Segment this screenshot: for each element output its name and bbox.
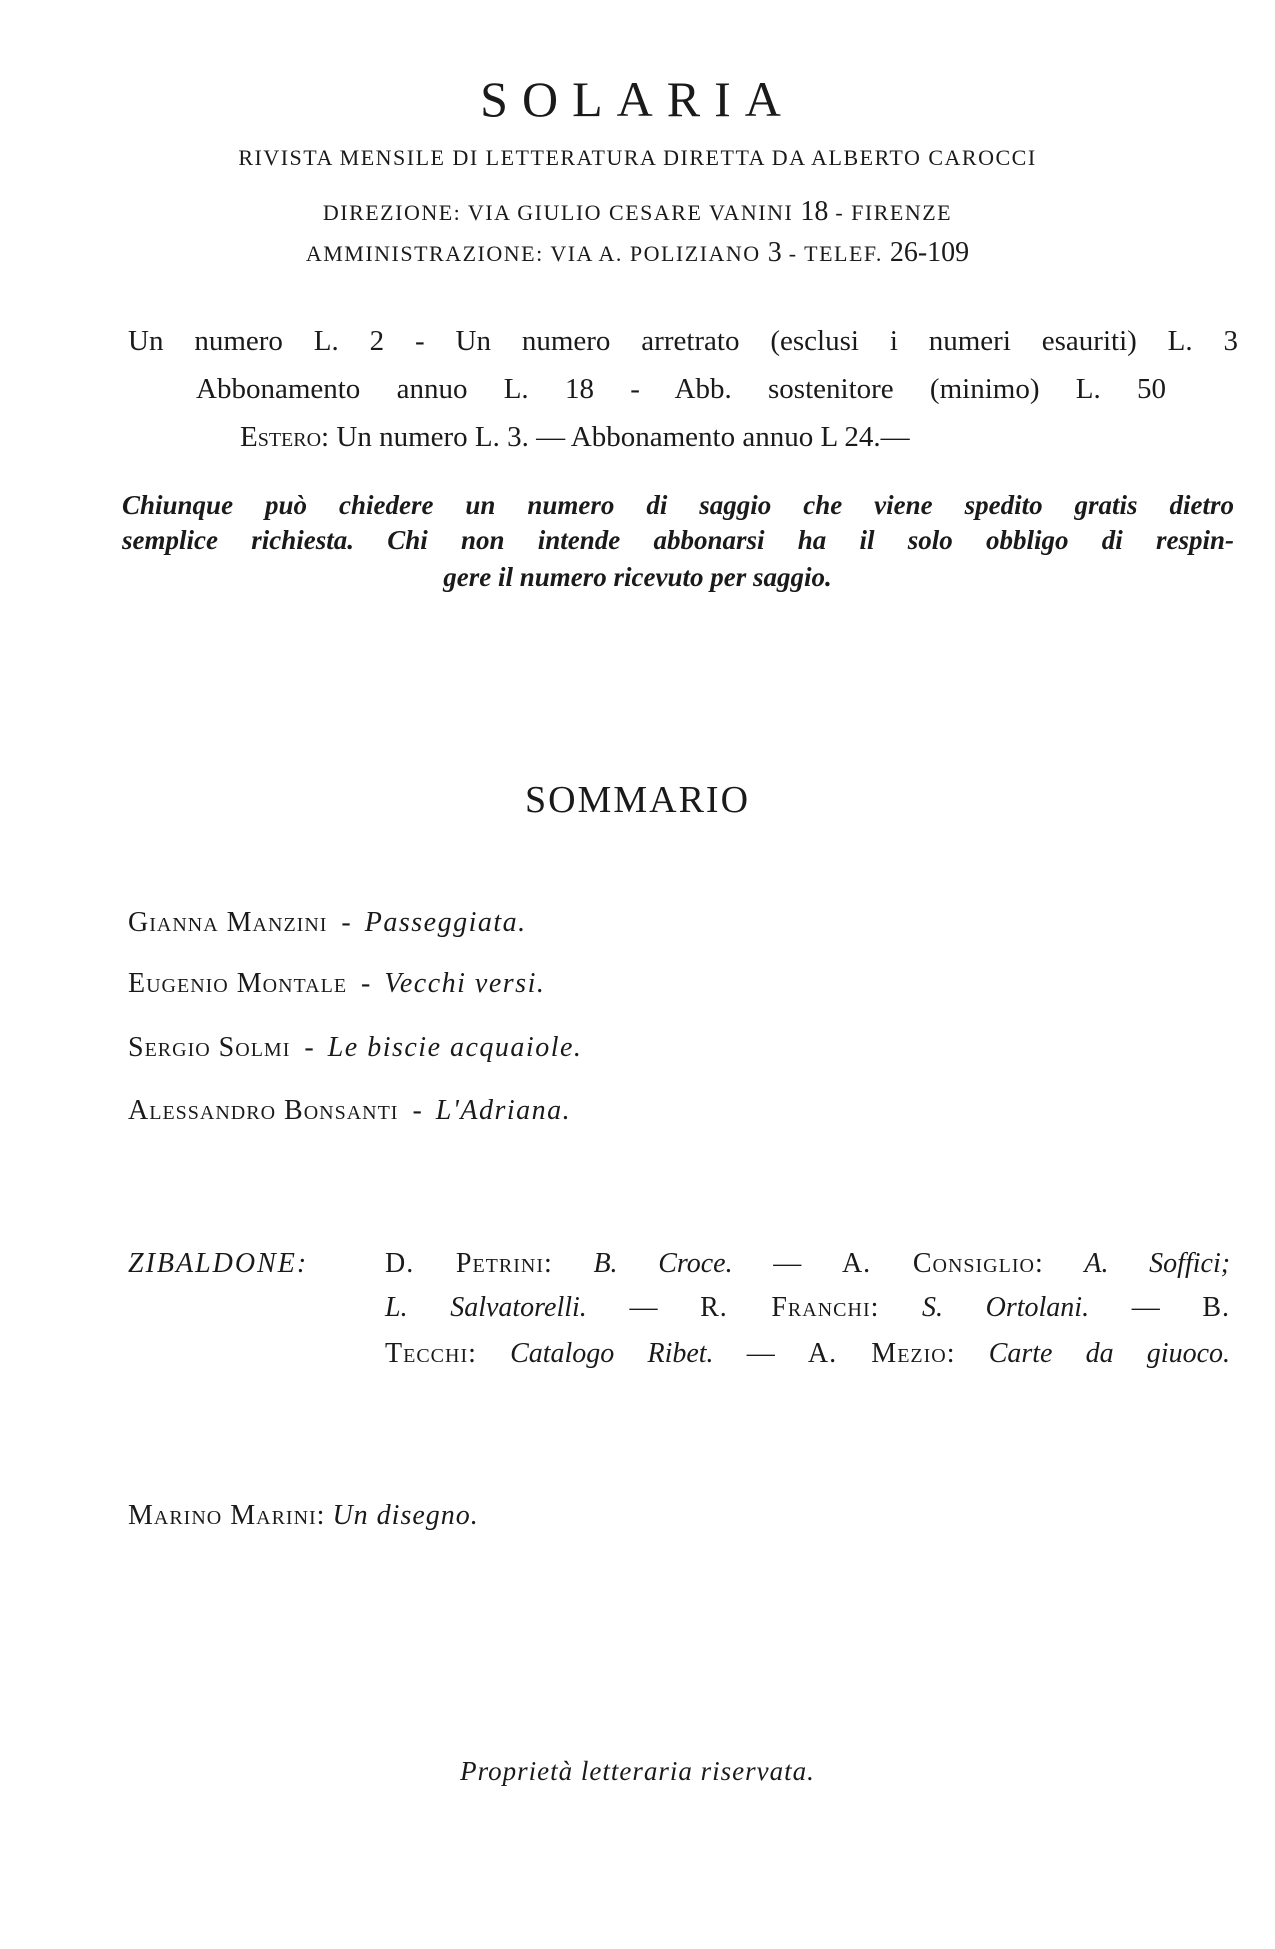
amministrazione-street: VIA A. POLIZIANO: [550, 241, 761, 266]
direzione-address: [0, 196, 1275, 228]
price-line-1: Un numero L. 2 - Un numero arretrato (esclusi i numeri esauriti) L. 3: [128, 325, 1238, 357]
estero-text: Un numero L. 3. — Abbonamento annuo L 24.—: [336, 421, 910, 453]
zibaldone-author-initial: B.: [1202, 1292, 1231, 1323]
toc-author: Sergio Solmi: [128, 1032, 291, 1063]
magazine-title: SOLARIA: [480, 71, 795, 127]
toc-entry: [128, 1095, 571, 1127]
zibaldone-work: S. Ortolani.: [922, 1292, 1090, 1323]
toc-separator: -: [412, 1095, 422, 1126]
zibaldone-author: L. Salvatorelli.: [385, 1292, 587, 1323]
zibaldone-dash: —: [746, 1338, 775, 1369]
toc-entry: [128, 907, 527, 939]
zibaldone-line-1: [385, 1248, 1230, 1280]
zibaldone-author: A. Mezio:: [807, 1338, 956, 1369]
zibaldone-work: Carte da giuoco.: [988, 1338, 1231, 1369]
zibaldone-author: D. Petrini:: [385, 1248, 553, 1279]
estero-label: Estero:: [240, 421, 330, 453]
telef-label: - TELEF.: [788, 241, 883, 266]
toc-work: Passeggiata.: [364, 907, 527, 938]
amministrazione-label: AMMINISTRAZIONE:: [305, 241, 544, 266]
notice-line-3: gere il numero ricevuto per saggio.: [443, 562, 832, 592]
zibaldone-work: A. Soffici;: [1084, 1248, 1231, 1279]
illustration-credit: [128, 1500, 479, 1532]
amministrazione-number: 3: [767, 237, 782, 268]
zibaldone-author: R. Franchi:: [700, 1292, 880, 1323]
toc-separator: -: [304, 1032, 314, 1063]
toc-author: Gianna Manzini: [128, 907, 328, 938]
magazine-subtitle: RIVISTA MENSILE DI LETTERATURA DIRETTA DA ALBERTO CAROCCI: [238, 145, 1037, 170]
direzione-number: 18: [800, 196, 829, 227]
zibaldone-line-3: [385, 1338, 1230, 1370]
notice-line-2: semplice richiesta. Chi non intende abbonarsi ha il solo obbligo di respin-: [122, 525, 1234, 555]
zibaldone-dash: —: [1131, 1292, 1160, 1323]
telef-number: 26-109: [889, 237, 970, 268]
toc-separator: -: [341, 907, 351, 938]
illustration-author: Marino Marini:: [128, 1500, 326, 1531]
zibaldone-line-2: [385, 1292, 1230, 1324]
direzione-city: - FIRENZE: [835, 200, 953, 225]
toc-work: L'Adriana.: [435, 1095, 572, 1126]
zibaldone-author: Tecchi:: [385, 1338, 477, 1369]
zibaldone-author: A. Consiglio:: [841, 1248, 1044, 1279]
toc-author: Alessandro Bonsanti: [128, 1095, 399, 1126]
zibaldone-dash: —: [629, 1292, 658, 1323]
direzione-street: VIA GIULIO CESARE VANINI: [467, 200, 794, 225]
illustration-work: Un disegno.: [332, 1500, 479, 1531]
toc-work: Vecchi versi.: [384, 968, 546, 999]
toc-author: Eugenio Montale: [128, 968, 348, 999]
zibaldone-dash: —: [773, 1248, 802, 1279]
sommario-heading: SOMMARIO: [524, 779, 751, 821]
toc-entry: [128, 1032, 582, 1064]
notice-line-1: Chiunque può chiedere un numero di saggio che viene spedito gratis dietro: [122, 490, 1234, 520]
zibaldone-label: ZIBALDONE:: [128, 1248, 309, 1279]
toc-entry: [128, 968, 545, 1000]
zibaldone-work: Catalogo Ribet.: [510, 1338, 714, 1369]
direzione-label: DIREZIONE:: [322, 200, 462, 225]
toc-separator: -: [361, 968, 371, 999]
price-line-estero: [240, 421, 1130, 454]
toc-work: Le biscie acquaiole.: [327, 1032, 583, 1063]
price-line-2: Abbonamento annuo L. 18 - Abb. sostenitore (minimo) L. 50: [196, 373, 1166, 405]
rights-notice: Proprietà letteraria riservata.: [460, 1756, 815, 1786]
zibaldone-work: B. Croce.: [593, 1248, 733, 1279]
amministrazione-address: [0, 237, 1275, 269]
